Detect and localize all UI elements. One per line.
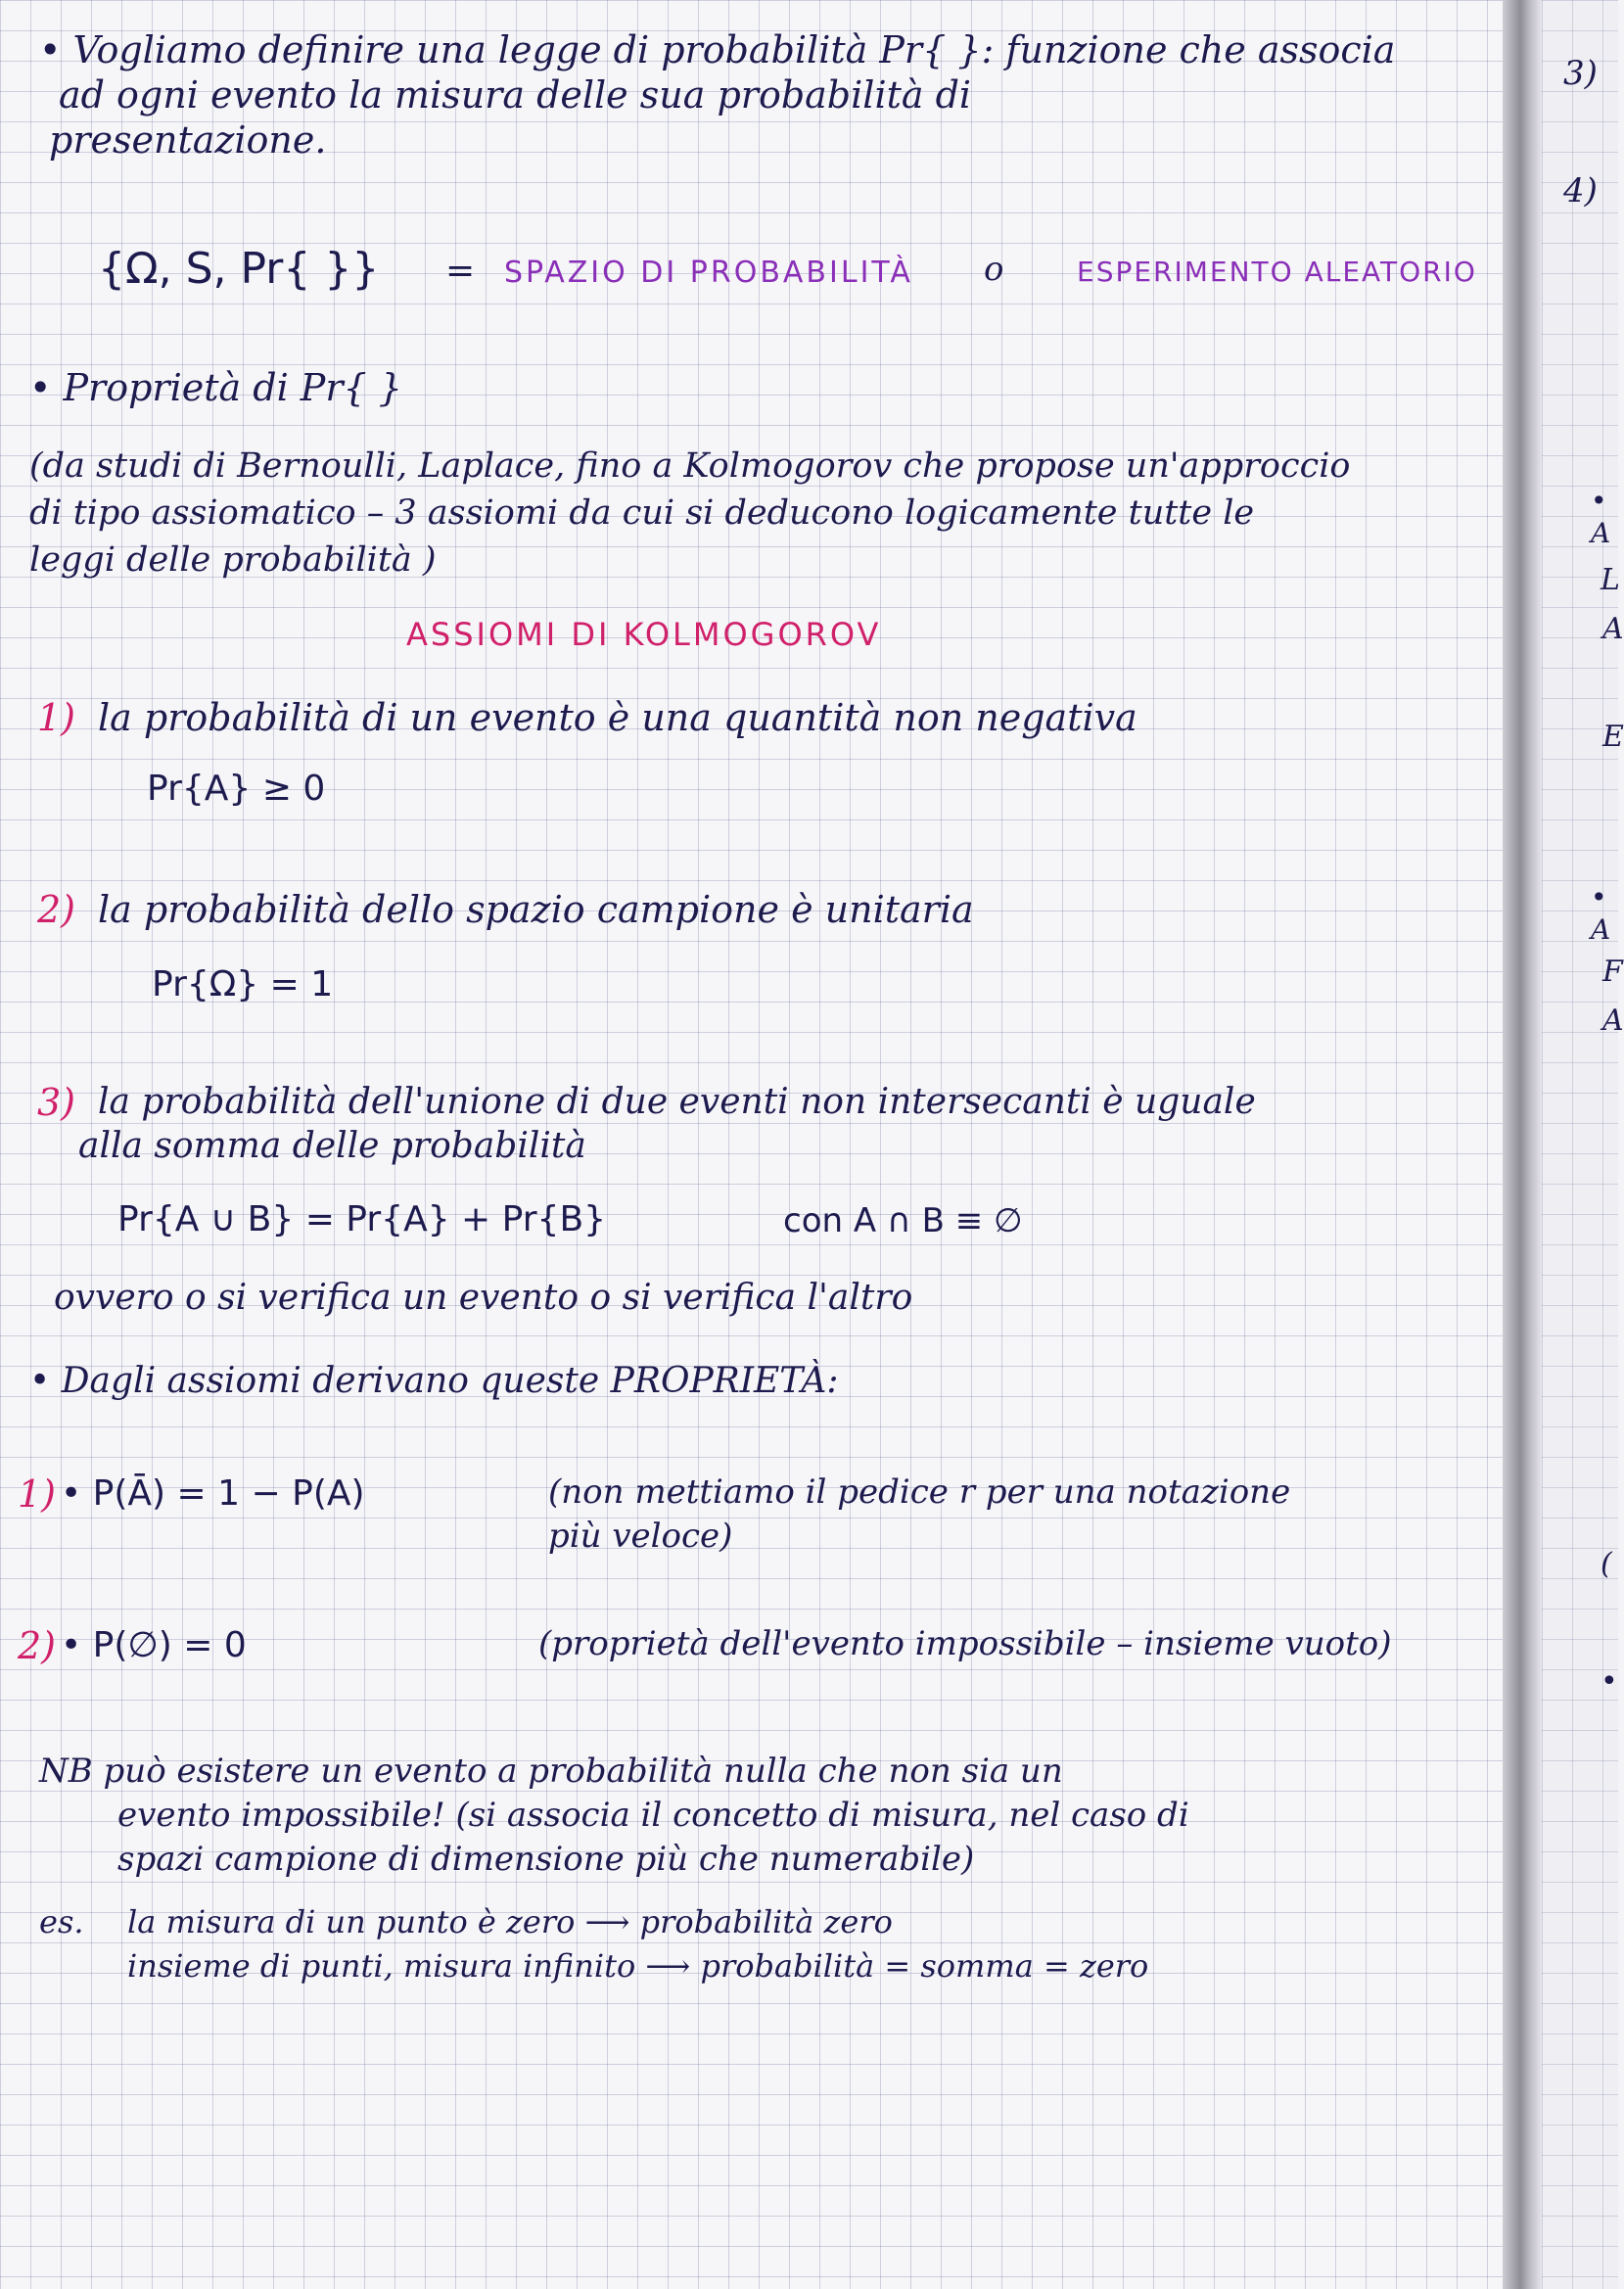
intro-line-3: presentazione.: [49, 118, 327, 162]
axiom-3-condition: con A ∩ B ≡ ∅: [783, 1201, 1023, 1240]
prop-1-formula: • P(Ā) = 1 − P(A): [61, 1473, 365, 1514]
space-or: o: [984, 250, 1004, 289]
side-mark-7: E: [1602, 720, 1624, 754]
side-mark-6: F: [1602, 955, 1623, 989]
nb-line-3: spazi campione di dimensione più che numerabile): [117, 1840, 975, 1879]
prop-1-number: 1): [18, 1472, 57, 1516]
history-line-1: (da studi di Bernoulli, Laplace, fino a Kolmogorov che propose un'approccio: [29, 446, 1351, 486]
axiom-1-formula: Pr{A} ≥ 0: [147, 769, 326, 809]
side-mark-8: • A: [1591, 881, 1611, 946]
axiom-2-text: la probabilità dello spazio campione è unitaria: [98, 888, 974, 931]
example-line-1: la misura di un punto è zero ⟶ probabilità zero: [127, 1903, 893, 1940]
axioms-title: ASSIOMI DI KOLMOGOROV: [406, 616, 882, 653]
example-line-2: insieme di punti, misura infinito ⟶ probabilità = somma = zero: [127, 1947, 1149, 1985]
example-prefix: es.: [39, 1903, 84, 1940]
prop-1-note-2: più veloce): [548, 1517, 733, 1556]
side-mark-4: L: [1601, 563, 1620, 597]
notebook-spine: [1503, 0, 1542, 2289]
nb-line-2: evento impossibile! (si associa il concetto di misura, nel caso di: [117, 1796, 1189, 1835]
side-mark-1: 3): [1563, 54, 1598, 93]
axiom-3-line-1: la probabilità dell'unione di due eventi non intersecanti è uguale: [98, 1082, 1256, 1122]
side-mark-11: •: [1601, 1664, 1618, 1699]
axiom-3-number: 3): [37, 1081, 76, 1124]
side-mark-5: A: [1602, 612, 1624, 646]
nb-line-1: NB può esistere un evento a probabilità nulla che non sia un: [39, 1752, 1063, 1791]
space-equals: =: [445, 251, 476, 291]
side-mark-10: (: [1601, 1547, 1612, 1581]
history-line-3: leggi delle probabilità ): [29, 540, 437, 580]
adjacent-page: [1542, 0, 1624, 2289]
axiom-3-line-2: alla somma delle probabilità: [78, 1126, 586, 1166]
axiom-2-number: 2): [37, 888, 76, 931]
prop-2-note: (proprietà dell'evento impossibile – insieme vuoto): [538, 1624, 1392, 1663]
axiom-1-number: 1): [37, 696, 76, 739]
space-label: SPAZIO DI PROBABILITÀ: [504, 256, 913, 290]
axiom-3-line-3: ovvero o si verifica un evento o si verifica l'altro: [54, 1278, 913, 1318]
history-line-2: di tipo assiomatico – 3 assiomi da cui si deducono logicamente tutte le: [29, 493, 1255, 533]
axiom-3-formula: Pr{A ∪ B} = Pr{A} + Pr{B}: [117, 1199, 607, 1239]
space-label-2: ESPERIMENTO ALEATORIO: [1077, 256, 1477, 288]
axiom-2-formula: Pr{Ω} = 1: [152, 964, 334, 1004]
side-mark-9: A: [1602, 1004, 1624, 1038]
prop-2-number: 2): [18, 1624, 57, 1667]
derived-title: • Dagli assiomi derivano queste PROPRIETÀ:: [29, 1361, 839, 1401]
prop-2-formula: • P(∅) = 0: [61, 1625, 247, 1665]
side-mark-2: 4): [1563, 171, 1598, 210]
axiom-1-text: la probabilità di un evento è una quantità non negativa: [98, 696, 1137, 739]
prop-1-note-1: (non mettiamo il pedice r per una notazione: [548, 1472, 1291, 1512]
intro-line-1: • Vogliamo definire una legge di probabilità Pr{ }: funzione che associa: [39, 28, 1396, 71]
space-formula: {Ω, S, Pr{ }}: [98, 244, 380, 294]
side-mark-3: • A: [1591, 485, 1611, 549]
intro-line-2: ad ogni evento la misura delle sua probabilità di: [59, 73, 972, 117]
props-title: • Proprietà di Pr{ }: [29, 366, 402, 409]
